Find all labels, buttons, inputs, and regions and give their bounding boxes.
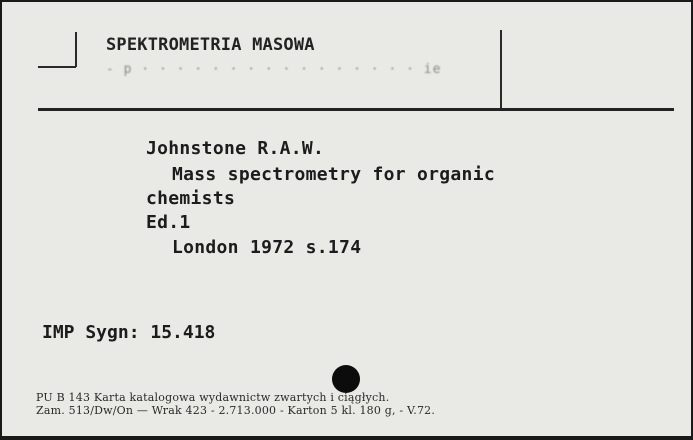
printer-footer-line-1: PU B 143 Karta katalogowa wydawnictw zwartych i ciągłych.	[36, 391, 390, 404]
edition-line: Ed.1	[146, 212, 191, 233]
imprint-line: London 1972 s.174	[172, 237, 362, 258]
header-rule	[38, 108, 674, 111]
faded-subheading: - p · · · · · · · · · · · · · · · · ie	[106, 62, 442, 77]
title-line-2: chemists	[146, 188, 236, 209]
printer-footer-line-2: Zam. 513/Dw/On — Wrak 423 - 2.713.000 - Karton 5 kl. 180 g, - V.72.	[36, 404, 436, 417]
title-line-1: Mass spectrometry for organic	[172, 164, 495, 185]
corner-mark-horizontal	[38, 66, 76, 68]
catalog-card	[2, 2, 691, 436]
subject-heading: SPEKTROMETRIA MASOWA	[106, 35, 315, 55]
shelf-signature: IMP Sygn: 15.418	[42, 322, 216, 343]
author-line: Johnstone R.A.W.	[146, 138, 325, 159]
header-divider	[500, 30, 502, 108]
punch-hole	[332, 365, 360, 393]
corner-mark-vertical	[75, 32, 77, 67]
